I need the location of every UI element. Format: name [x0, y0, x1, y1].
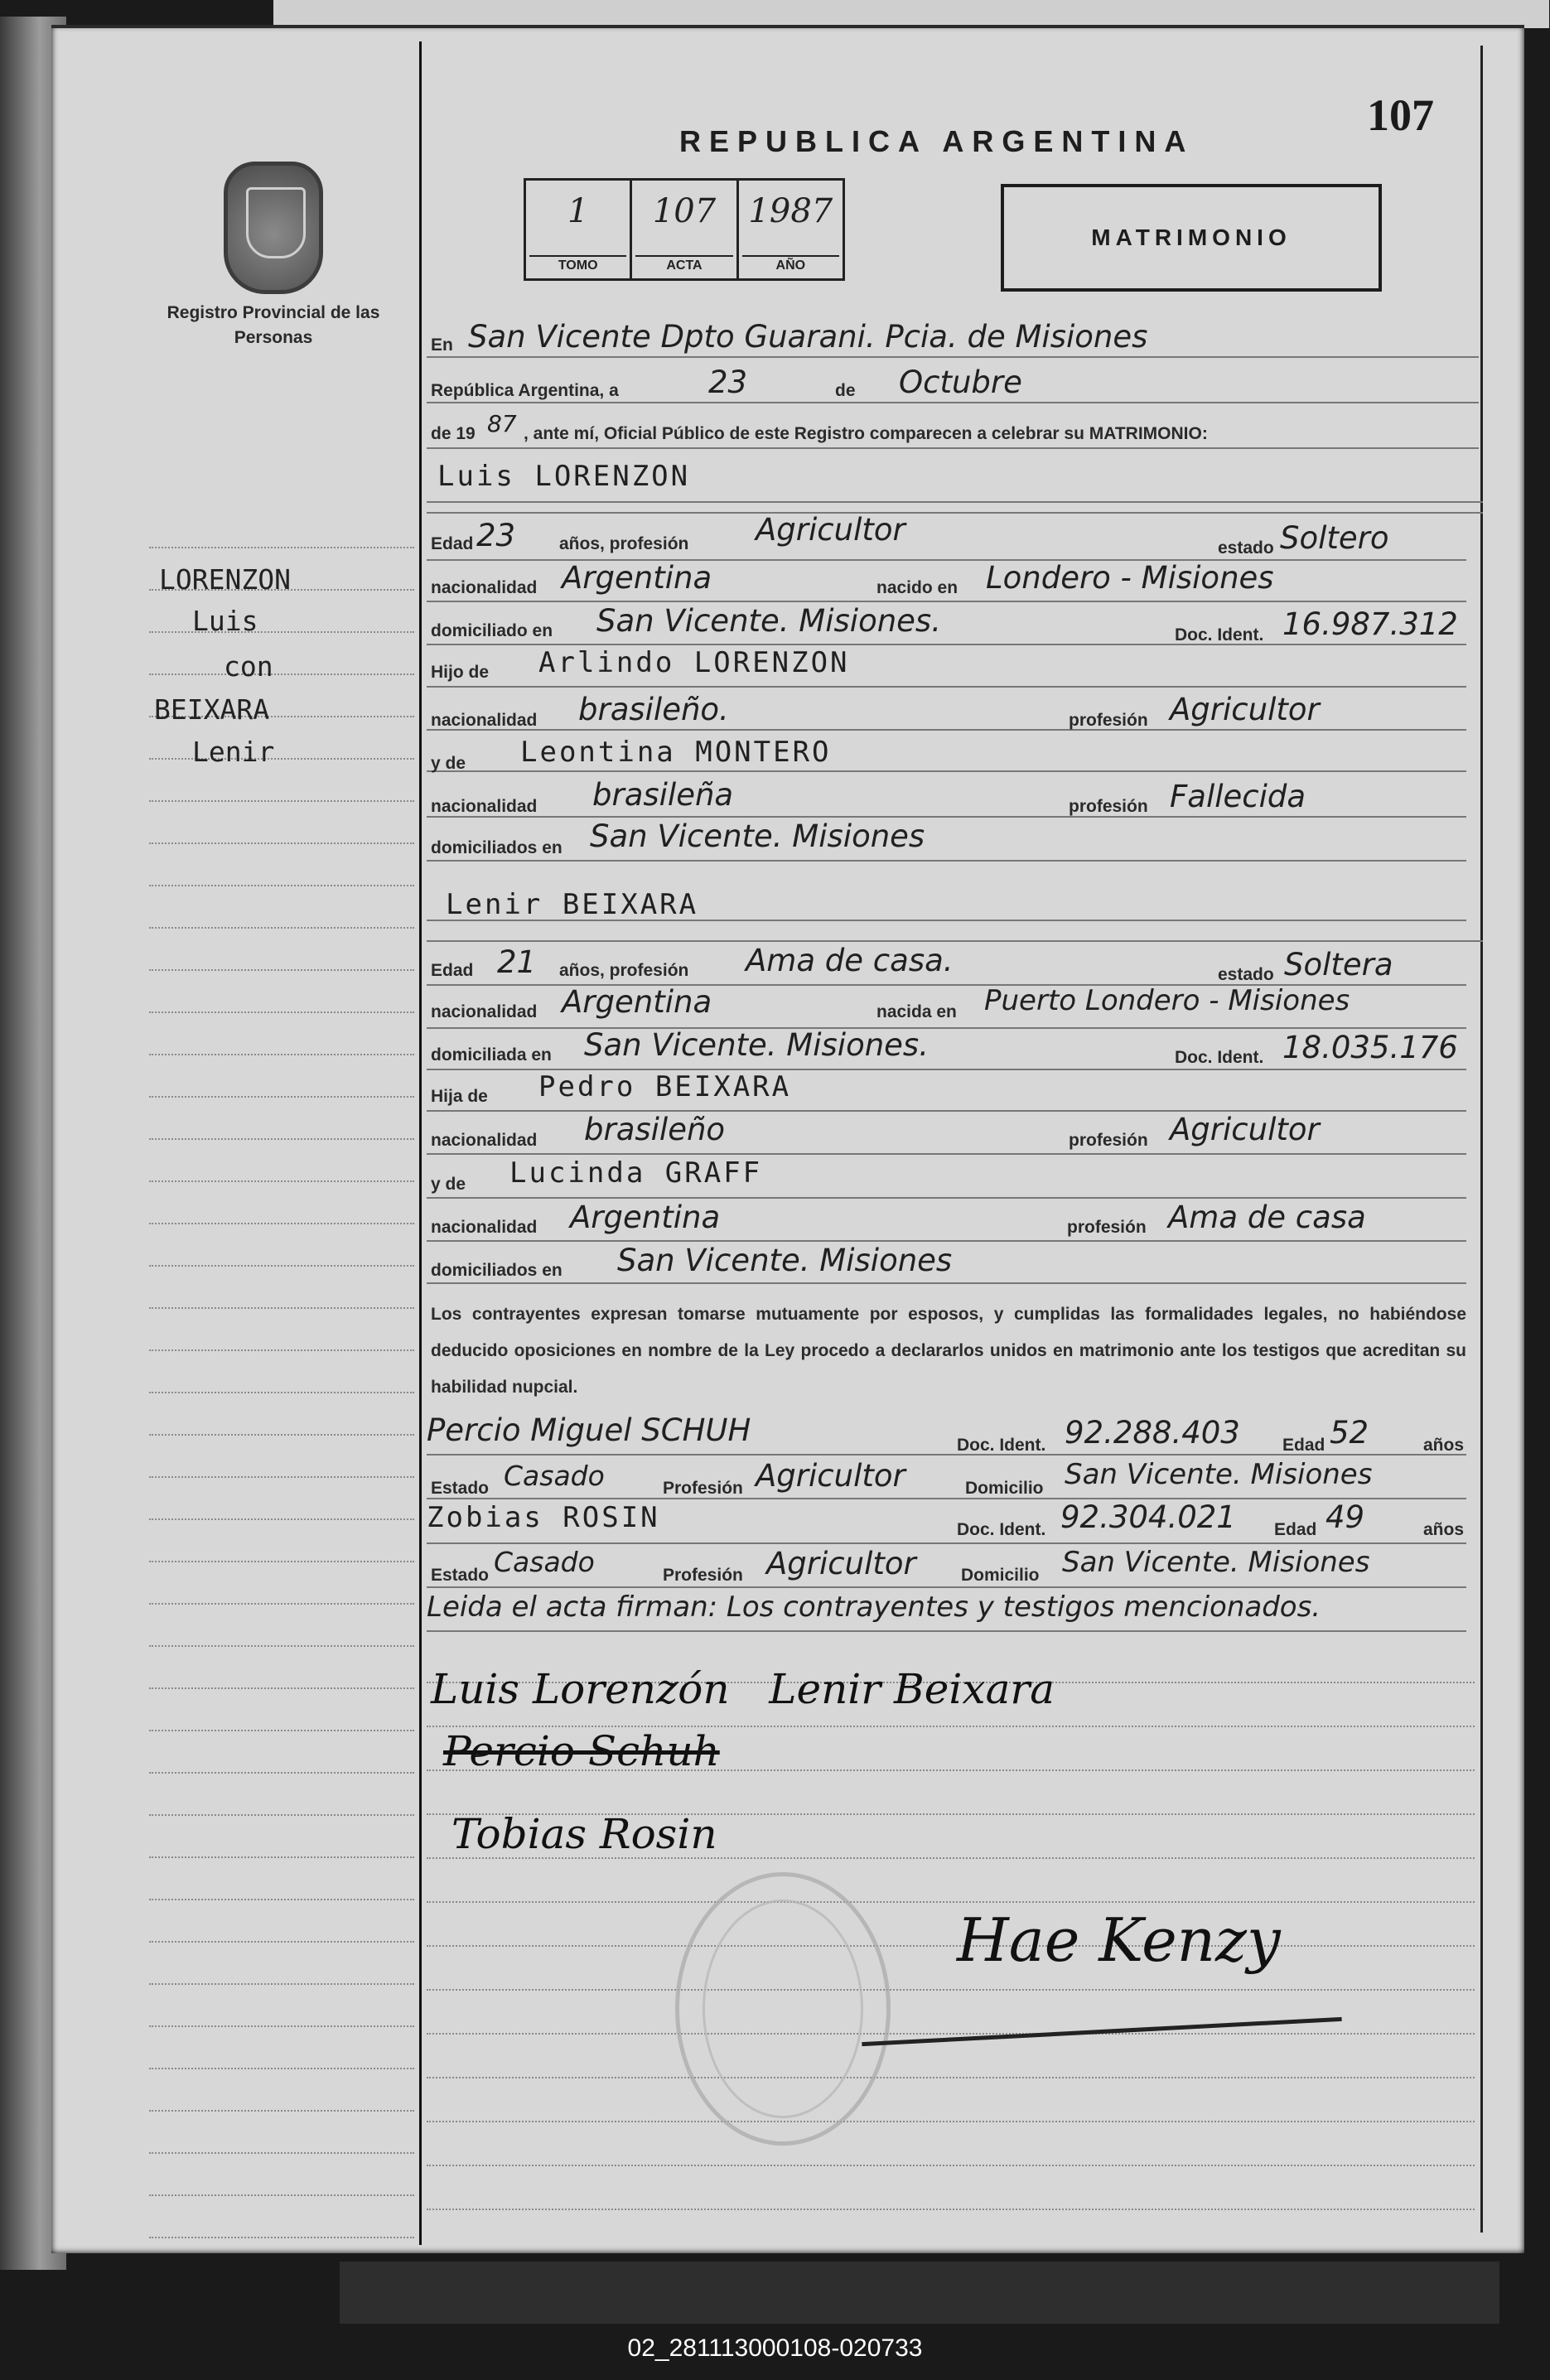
margin-ruled-line — [149, 2068, 414, 2069]
witness1-age: 52 — [1330, 1415, 1369, 1451]
closing-statement: Leida el acta firman: Los contrayentes y testigos mencionados. — [427, 1591, 1321, 1624]
bride-mother-nat-label: nacionalidad — [431, 1218, 538, 1237]
margin-ruled-line — [149, 1307, 414, 1309]
margin-ruled-line — [149, 1349, 414, 1351]
page-number: 107 — [1367, 90, 1434, 140]
witness1-domicile: San Vicente. Misiones — [1065, 1458, 1373, 1491]
acta-cell — [632, 181, 738, 278]
groom-profession: Agricultor — [756, 512, 905, 548]
margin-ruled-line — [149, 1138, 414, 1140]
registry-coat-of-arms — [224, 162, 323, 294]
groom-parents-domicile: San Vicente. Misiones — [590, 818, 925, 854]
margin-ruled-line — [149, 1392, 414, 1393]
bride-nacionalidad-label: nacionalidad — [431, 1002, 538, 1021]
bride-domicilio-label: domiciliada en — [431, 1045, 552, 1064]
groom-nationality: Argentina — [562, 560, 712, 596]
bride-edad-label: Edad — [431, 961, 474, 980]
acta-label: ACTA — [635, 255, 732, 273]
witness2-signature: Tobias Rosin — [451, 1810, 717, 1858]
signature-ruled-line — [427, 2121, 1475, 2122]
de-label: de — [835, 381, 856, 400]
margin-ruled-line — [149, 1941, 414, 1943]
bride-nationality: Argentina — [562, 984, 712, 1020]
coat-of-arms-shield — [246, 187, 306, 258]
groom-name: Luis LORENZON — [437, 460, 691, 493]
margin-ruled-line — [149, 1054, 414, 1055]
bride-hija-label: Hija de — [431, 1087, 488, 1106]
witness2-name: Zobias ROSIN — [427, 1501, 660, 1534]
anio-cell — [739, 181, 843, 278]
margin-ruled-line — [149, 927, 414, 929]
margin-ruled-line — [149, 2237, 414, 2238]
en-label: En — [431, 336, 453, 355]
image-filename: 02_281113000108-020733 — [627, 2334, 923, 2362]
witness2-anios-label: años — [1423, 1520, 1465, 1539]
bride-domicile: San Vicente. Misiones. — [584, 1027, 929, 1063]
groom-father-nationality: brasileño. — [578, 692, 729, 727]
form-fill-line — [427, 601, 1466, 602]
republica-label: República Argentina, a — [431, 381, 619, 400]
intro-text: , ante mí, Oficial Público de este Registro comparecen a celebrar su MATRIMONIO: — [524, 424, 1208, 443]
groom-domicile: San Vicente. Misiones. — [596, 603, 941, 639]
signature-ruled-line — [427, 1945, 1475, 1947]
signature-ruled-line — [427, 2033, 1475, 2035]
bride-estado: Soltera — [1284, 947, 1393, 982]
marriage-year: 87 — [487, 410, 517, 437]
groom-father-nat-label: nacionalidad — [431, 711, 538, 730]
bride-parents-domicile: San Vicente. Misiones — [617, 1243, 953, 1278]
witness2-estado-label: Estado — [431, 1566, 490, 1585]
officer-signature: Hae Kenzy — [957, 1905, 1281, 1975]
stamp-inner-ring — [703, 1900, 863, 2118]
acta-value: 107 — [652, 192, 717, 230]
bride-name: Lenir BEIXARA — [446, 888, 699, 921]
witness2-doc: 92.304.021 — [1060, 1499, 1236, 1535]
bride-mother-profession: Ama de casa — [1168, 1200, 1366, 1235]
margin-ruled-line — [149, 842, 414, 844]
margin-ruled-line — [149, 631, 414, 633]
form-fill-line — [427, 512, 1483, 514]
witness1-dom-label: Domicilio — [965, 1479, 1044, 1498]
bride-father: Pedro BEIXARA — [538, 1070, 792, 1103]
margin-note-con: con — [224, 650, 273, 683]
margin-note-bride-name: Lenir — [192, 736, 275, 768]
witness1-prof-label: Profesión — [663, 1479, 743, 1498]
margin-ruled-line — [149, 1518, 414, 1520]
margin-ruled-line — [149, 758, 414, 760]
form-fill-line — [427, 816, 1466, 818]
form-fill-line — [427, 1542, 1466, 1544]
bride-nacida-label: nacida en — [876, 1002, 957, 1021]
form-fill-line — [427, 402, 1479, 403]
marriage-month: Octubre — [899, 364, 1022, 400]
form-fill-line — [427, 447, 1479, 449]
signature-ruled-line — [427, 2209, 1475, 2210]
margin-note-given-name: Luis — [192, 605, 258, 637]
tomo-label: TOMO — [529, 255, 626, 273]
margin-ruled-line — [149, 1561, 414, 1562]
witness1-estado-label: Estado — [431, 1479, 490, 1498]
form-fill-line — [427, 1197, 1466, 1199]
groom-profesion-label: años, profesión — [559, 534, 689, 553]
form-fill-line — [427, 1240, 1466, 1242]
groom-mother: Leontina MONTERO — [520, 736, 832, 769]
witness2-estado: Casado — [494, 1546, 595, 1578]
margin-ruled-line — [149, 1434, 414, 1436]
tomo-value: 1 — [567, 192, 589, 230]
bride-mother: Lucinda GRAFF — [509, 1156, 763, 1190]
witness1-doc-label: Doc. Ident. — [957, 1436, 1046, 1455]
marriage-day: 23 — [708, 364, 748, 400]
bride-estado-label: estado — [1218, 965, 1274, 984]
form-fill-line — [427, 1498, 1466, 1499]
margin-ruled-line — [149, 885, 414, 886]
bride-birthplace: Puerto Londero - Misiones — [984, 984, 1350, 1017]
margin-ruled-line — [149, 1814, 414, 1816]
groom-mother-y-de-label: y de — [431, 754, 466, 773]
margin-ruled-line — [149, 547, 414, 548]
form-fill-line — [427, 501, 1483, 503]
groom-estado: Soltero — [1280, 520, 1389, 556]
signature-ruled-line — [427, 2165, 1475, 2166]
groom-estado-label: estado — [1218, 538, 1274, 558]
margin-ruled-line — [149, 800, 414, 802]
margin-ruled-line — [149, 1983, 414, 1985]
groom-age: 23 — [476, 518, 516, 553]
groom-domicilio-label: domiciliado en — [431, 621, 553, 640]
margin-ruled-line — [149, 1096, 414, 1098]
margin-note-surname: LORENZON — [159, 563, 291, 596]
margin-ruled-line — [149, 2194, 414, 2196]
form-fill-line — [427, 644, 1466, 645]
official-stamp — [675, 1872, 891, 2146]
witness2-domicile: San Vicente. Misiones — [1062, 1546, 1370, 1579]
form-fill-line — [427, 686, 1466, 688]
margin-ruled-line — [149, 1772, 414, 1774]
witness2-prof-label: Profesión — [663, 1566, 743, 1585]
groom-signature: Luis Lorenzón Lenir Beixara — [431, 1665, 1055, 1713]
margin-ruled-line — [149, 1856, 414, 1858]
bride-mother-nationality: Argentina — [570, 1200, 721, 1235]
bride-father-nationality: brasileño — [584, 1112, 726, 1147]
witness2-doc-label: Doc. Ident. — [957, 1520, 1046, 1539]
bride-profesion-label: años, profesión — [559, 961, 689, 980]
document-type-box: MATRIMONIO — [1001, 184, 1382, 292]
page-top-border — [51, 25, 1524, 28]
form-fill-line — [427, 770, 1466, 772]
form-fill-line — [427, 1586, 1466, 1588]
witness1-signature: Percio Schuh — [443, 1727, 720, 1775]
groom-father-prof-label: profesión — [1069, 711, 1148, 730]
margin-ruled-line — [149, 1265, 414, 1267]
bride-father-nat-label: nacionalidad — [431, 1131, 538, 1150]
groom-edad-label: Edad — [431, 534, 474, 553]
witness1-doc: 92.288.403 — [1065, 1415, 1240, 1451]
margin-ruled-line — [149, 1603, 414, 1605]
groom-parents-dom-label: domiciliados en — [431, 838, 563, 857]
anio-label: AÑO — [742, 255, 839, 273]
margin-ruled-line — [149, 1645, 414, 1647]
bride-mother-y-de-label: y de — [431, 1175, 466, 1194]
page-right-border — [1480, 46, 1483, 2233]
groom-mother-profession: Fallecida — [1170, 779, 1306, 814]
groom-birthplace: Londero - Misiones — [986, 560, 1274, 596]
margin-ruled-line — [149, 1011, 414, 1013]
declaration-text: Los contrayentes expresan tomarse mutuamente por esposos, y cumplidas las formalidades legales, no habiéndose deducido oposiciones en nombre de la Ley procedo a declararlos unidos en matrimonio ante los testigos que acreditan su habilidad nupcial. — [431, 1305, 1466, 1397]
margin-ruled-line — [149, 673, 414, 675]
margin-ruled-line — [149, 1730, 414, 1731]
marriage-place: San Vicente Dpto Guarani. Pcia. de Misiones — [468, 319, 1148, 355]
bride-age: 21 — [497, 944, 537, 980]
witness2-edad-label: Edad — [1274, 1520, 1317, 1539]
bride-father-prof-label: profesión — [1069, 1131, 1148, 1150]
signature-ruled-line — [427, 2077, 1475, 2078]
groom-doc: 16.987.312 — [1282, 606, 1458, 642]
margin-ruled-line — [149, 1899, 414, 1900]
margin-ruled-line — [149, 2110, 414, 2112]
book-bottom-edge — [340, 2262, 1499, 2324]
witness2-profession: Agricultor — [766, 1546, 916, 1581]
margin-ruled-line — [149, 2152, 414, 2154]
form-fill-line — [427, 1027, 1466, 1029]
country-heading: REPUBLICA ARGENTINA — [679, 124, 1195, 158]
bride-father-profession: Agricultor — [1170, 1112, 1320, 1147]
groom-mother-nat-label: nacionalidad — [431, 797, 538, 816]
bride-mother-prof-label: profesión — [1067, 1218, 1147, 1237]
record-id-box — [524, 178, 845, 281]
bride-doc: 18.035.176 — [1282, 1030, 1458, 1065]
groom-mother-nationality: brasileña — [592, 777, 734, 813]
witness1-profession: Agricultor — [756, 1458, 905, 1494]
witness1-name: Percio Miguel SCHUH — [427, 1412, 751, 1448]
groom-hijo-label: Hijo de — [431, 663, 490, 682]
margin-ruled-line — [149, 1687, 414, 1689]
bride-profession: Ama de casa. — [746, 943, 954, 978]
witness1-anios-label: años — [1423, 1436, 1465, 1455]
margin-ruled-line — [149, 1476, 414, 1478]
margin-ruled-line — [149, 2025, 414, 2027]
form-fill-line — [427, 1630, 1466, 1632]
signature-ruled-line — [427, 1989, 1475, 1991]
form-fill-line — [427, 860, 1466, 862]
groom-nacido-label: nacido en — [876, 578, 958, 597]
groom-nacionalidad-label: nacionalidad — [431, 578, 538, 597]
form-fill-line — [427, 940, 1483, 942]
groom-doc-label: Doc. Ident. — [1175, 625, 1264, 644]
witness2-age: 49 — [1325, 1499, 1365, 1535]
form-fill-line — [427, 1153, 1466, 1155]
witness1-edad-label: Edad — [1282, 1436, 1325, 1455]
groom-father: Arlindo LORENZON — [538, 646, 850, 679]
margin-note-bride-surname: BEIXARA — [154, 693, 270, 726]
form-fill-line — [427, 1282, 1466, 1284]
registry-name: Registro Provincial de las Personas — [167, 303, 380, 347]
previous-page-edge — [273, 0, 1549, 28]
bride-parents-dom-label: domiciliados en — [431, 1261, 563, 1280]
margin-ruled-line — [149, 1223, 414, 1224]
year-label: de 19 — [431, 424, 476, 443]
margin-divider — [419, 41, 422, 2245]
signature-ruled-line — [427, 1901, 1475, 1903]
form-fill-line — [427, 356, 1479, 358]
groom-father-profession: Agricultor — [1170, 692, 1320, 727]
groom-mother-prof-label: profesión — [1069, 797, 1148, 816]
tomo-cell — [526, 181, 632, 278]
form-fill-line — [427, 729, 1466, 731]
margin-ruled-line — [149, 969, 414, 971]
witness1-estado: Casado — [504, 1460, 605, 1492]
witness2-dom-label: Domicilio — [961, 1566, 1040, 1585]
anio-value: 1987 — [748, 192, 833, 230]
bride-doc-label: Doc. Ident. — [1175, 1048, 1264, 1067]
margin-ruled-line — [149, 1180, 414, 1182]
